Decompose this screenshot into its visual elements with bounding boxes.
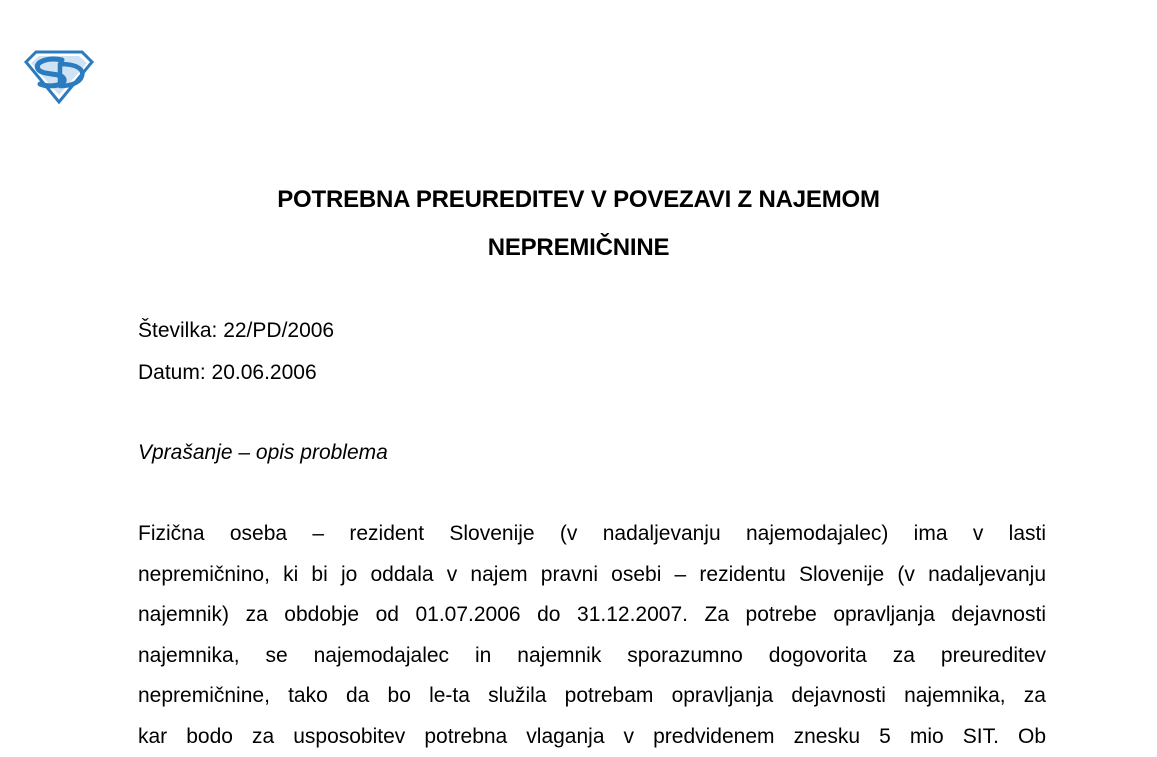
body-paragraph: [138, 514, 1046, 757]
document-date: Datum: 20.06.2006: [138, 361, 317, 385]
document-title-line-2: NEPREMIČNINE: [0, 234, 1157, 262]
document-number: Številka: 22/PD/2006: [138, 319, 334, 343]
body-line: nepremičnine, tako da bo le-ta služila potrebam opravljanja dejavnosti najemnika, za: [138, 676, 1046, 717]
document-title-line-1: POTREBNA PREUREDITEV V POVEZAVI Z NAJEMOM: [0, 186, 1157, 214]
body-line: kar bodo za usposobitev potrebna vlaganja v predvidenem znesku 5 mio SIT. Ob: [138, 717, 1046, 757]
section-heading: Vprašanje – opis problema: [138, 441, 388, 465]
body-line: najemnika, se najemodajalec in najemnik sporazumno dogovorita za preureditev: [138, 636, 1046, 677]
sd-logo-icon: [22, 48, 96, 104]
body-line: Fizična oseba – rezident Slovenije (v nadaljevanju najemodajalec) ima v lasti: [138, 514, 1046, 555]
body-line: nepremičnino, ki bi jo oddala v najem pravni osebi – rezidentu Slovenije (v nadaljevanju: [138, 555, 1046, 596]
body-line: najemnik) za obdobje od 01.07.2006 do 31.12.2007. Za potrebe opravljanja dejavnosti: [138, 595, 1046, 636]
